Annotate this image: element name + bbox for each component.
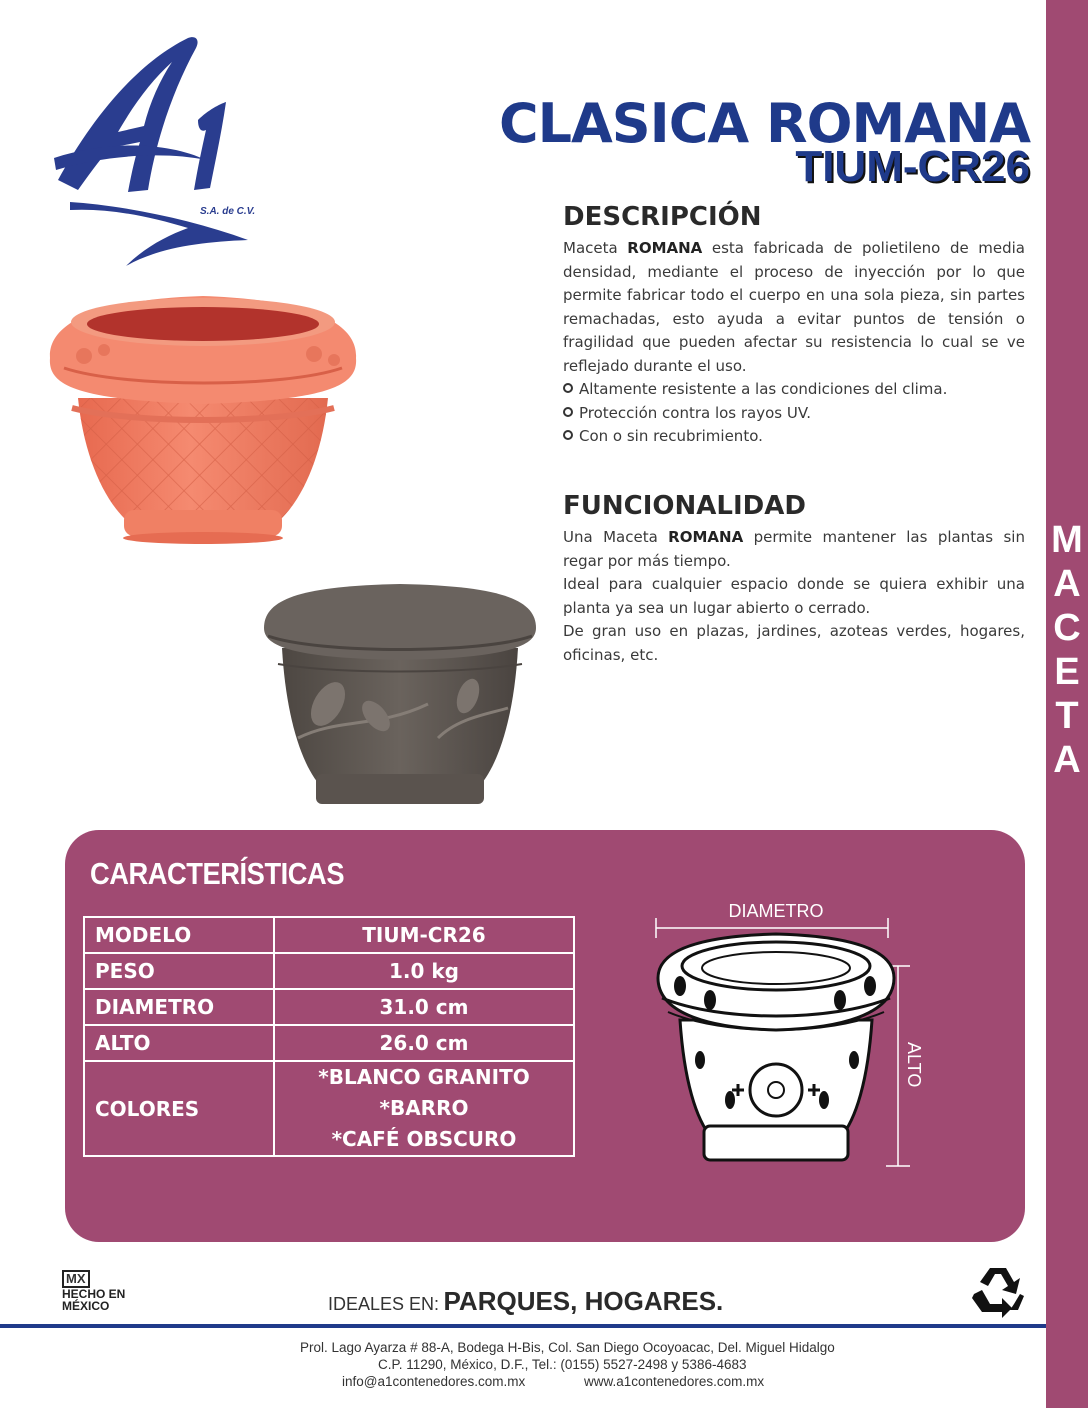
ideal-uses [328,1286,723,1317]
footer-address-line2: C.P. 11290, México, D.F., Tel.: (0155) 5527-2498 y 5386-4683 [378,1357,747,1372]
spec-value-colors [274,1061,574,1156]
funcionalidad-text [563,526,1025,667]
sidebar-letter: C [1053,607,1081,649]
diagram-height-label: ALTO [904,1042,924,1088]
descripcion-prefix: Maceta [563,239,628,257]
sidebar-letter: M [1051,519,1083,561]
funcionalidad-heading: FUNCIONALIDAD [563,491,806,521]
funcionalidad-p3: De gran uso en plazas, jardines, azoteas verdes, hogares, oficinas, etc. [563,622,1025,664]
sidebar-letter: E [1054,651,1080,693]
descripcion-bullet: Con o sin recubrimiento. [563,425,1025,449]
specs-table [83,916,575,1157]
recycle-icon [968,1264,1028,1320]
spec-value: 31.0 cm [274,989,574,1025]
made-in-mexico-badge [62,1268,132,1312]
spec-label: COLORES [84,1061,274,1156]
sidebar-letter: A [1053,563,1081,605]
footer-website: www.a1contenedores.com.mx [584,1374,765,1389]
descripcion-text [563,237,1025,449]
funcionalidad-p2: Ideal para cualquier espacio donde se quiera exhibir una planta ya sea un lugar abierto o cerrado. [563,575,1025,617]
table-row [84,1061,574,1156]
company-logo [48,30,268,275]
table-row [84,917,574,953]
sidebar-vertical-word [1046,518,1088,782]
descripcion-heading: DESCRIPCIÓN [563,202,762,232]
dimension-diagram [640,890,930,1180]
funcionalidad-p1-prefix: Una Maceta [563,528,669,546]
table-row [84,989,574,1025]
mx-badge: MX [62,1270,90,1288]
product-title: CLASICA ROMANA [498,92,1030,155]
color-option: *BLANCO GRANITO [318,1065,530,1089]
brown-pot-image [258,578,542,814]
sidebar-letter: A [1053,739,1081,781]
footer-address-line1: Prol. Lago Ayarza # 88-A, Bodega H-Bis, Col. San Diego Ocoyoacac, Del. Miguel Hidalgo [300,1340,835,1355]
table-row [84,1025,574,1061]
product-code: TIUM-CR26 [795,142,1030,191]
descripcion-bullet: Altamente resistente a las condiciones del clima. [563,378,1025,402]
footer-email: info@a1contenedores.com.mx [342,1374,526,1389]
funcionalidad-p1-bold: ROMANA [668,528,744,546]
characteristics-heading: CARACTERÍSTICAS [90,856,345,891]
terracotta-pot-image [44,288,362,544]
descripcion-bullet: Protección contra los rayos UV. [563,402,1025,426]
spec-label: MODELO [84,917,274,953]
footer-divider [0,1324,1046,1328]
ideal-value: PARQUES, HOGARES. [443,1286,724,1316]
spec-value: 26.0 cm [274,1025,574,1061]
color-option: *BARRO [379,1096,469,1120]
made-in-line1: HECHO EN [62,1287,126,1301]
sidebar-letter: T [1055,695,1079,737]
spec-value: 1.0 kg [274,953,574,989]
company-suffix: S.A. de C.V. [200,206,256,217]
spec-label: PESO [84,953,274,989]
spec-label: ALTO [84,1025,274,1061]
diagram-width-label: DIAMETRO [728,901,824,921]
made-in-line2: MÉXICO [62,1299,110,1313]
descripcion-bold: ROMANA [627,239,703,257]
table-row [84,953,574,989]
ideal-label: IDEALES EN: [328,1294,440,1314]
spec-label: DIAMETRO [84,989,274,1025]
descripcion-rest: esta fabricada de polietileno de media densidad, mediante el proceso de inyección por lo que permite fabricar todo el cuerpo en una sola pieza, sin partes remachadas, esto ayuda a evitar puntos de tensión o fragilidad que pueden afectar su resistencia lo cual se ve reflejado durante el uso. [563,239,1026,375]
color-option: *CAFÉ OBSCURO [331,1127,517,1151]
funcionalidad-p1-rest: permite mantener las plantas sin regar por más tiempo. [563,528,1025,570]
spec-value: TIUM-CR26 [274,917,574,953]
